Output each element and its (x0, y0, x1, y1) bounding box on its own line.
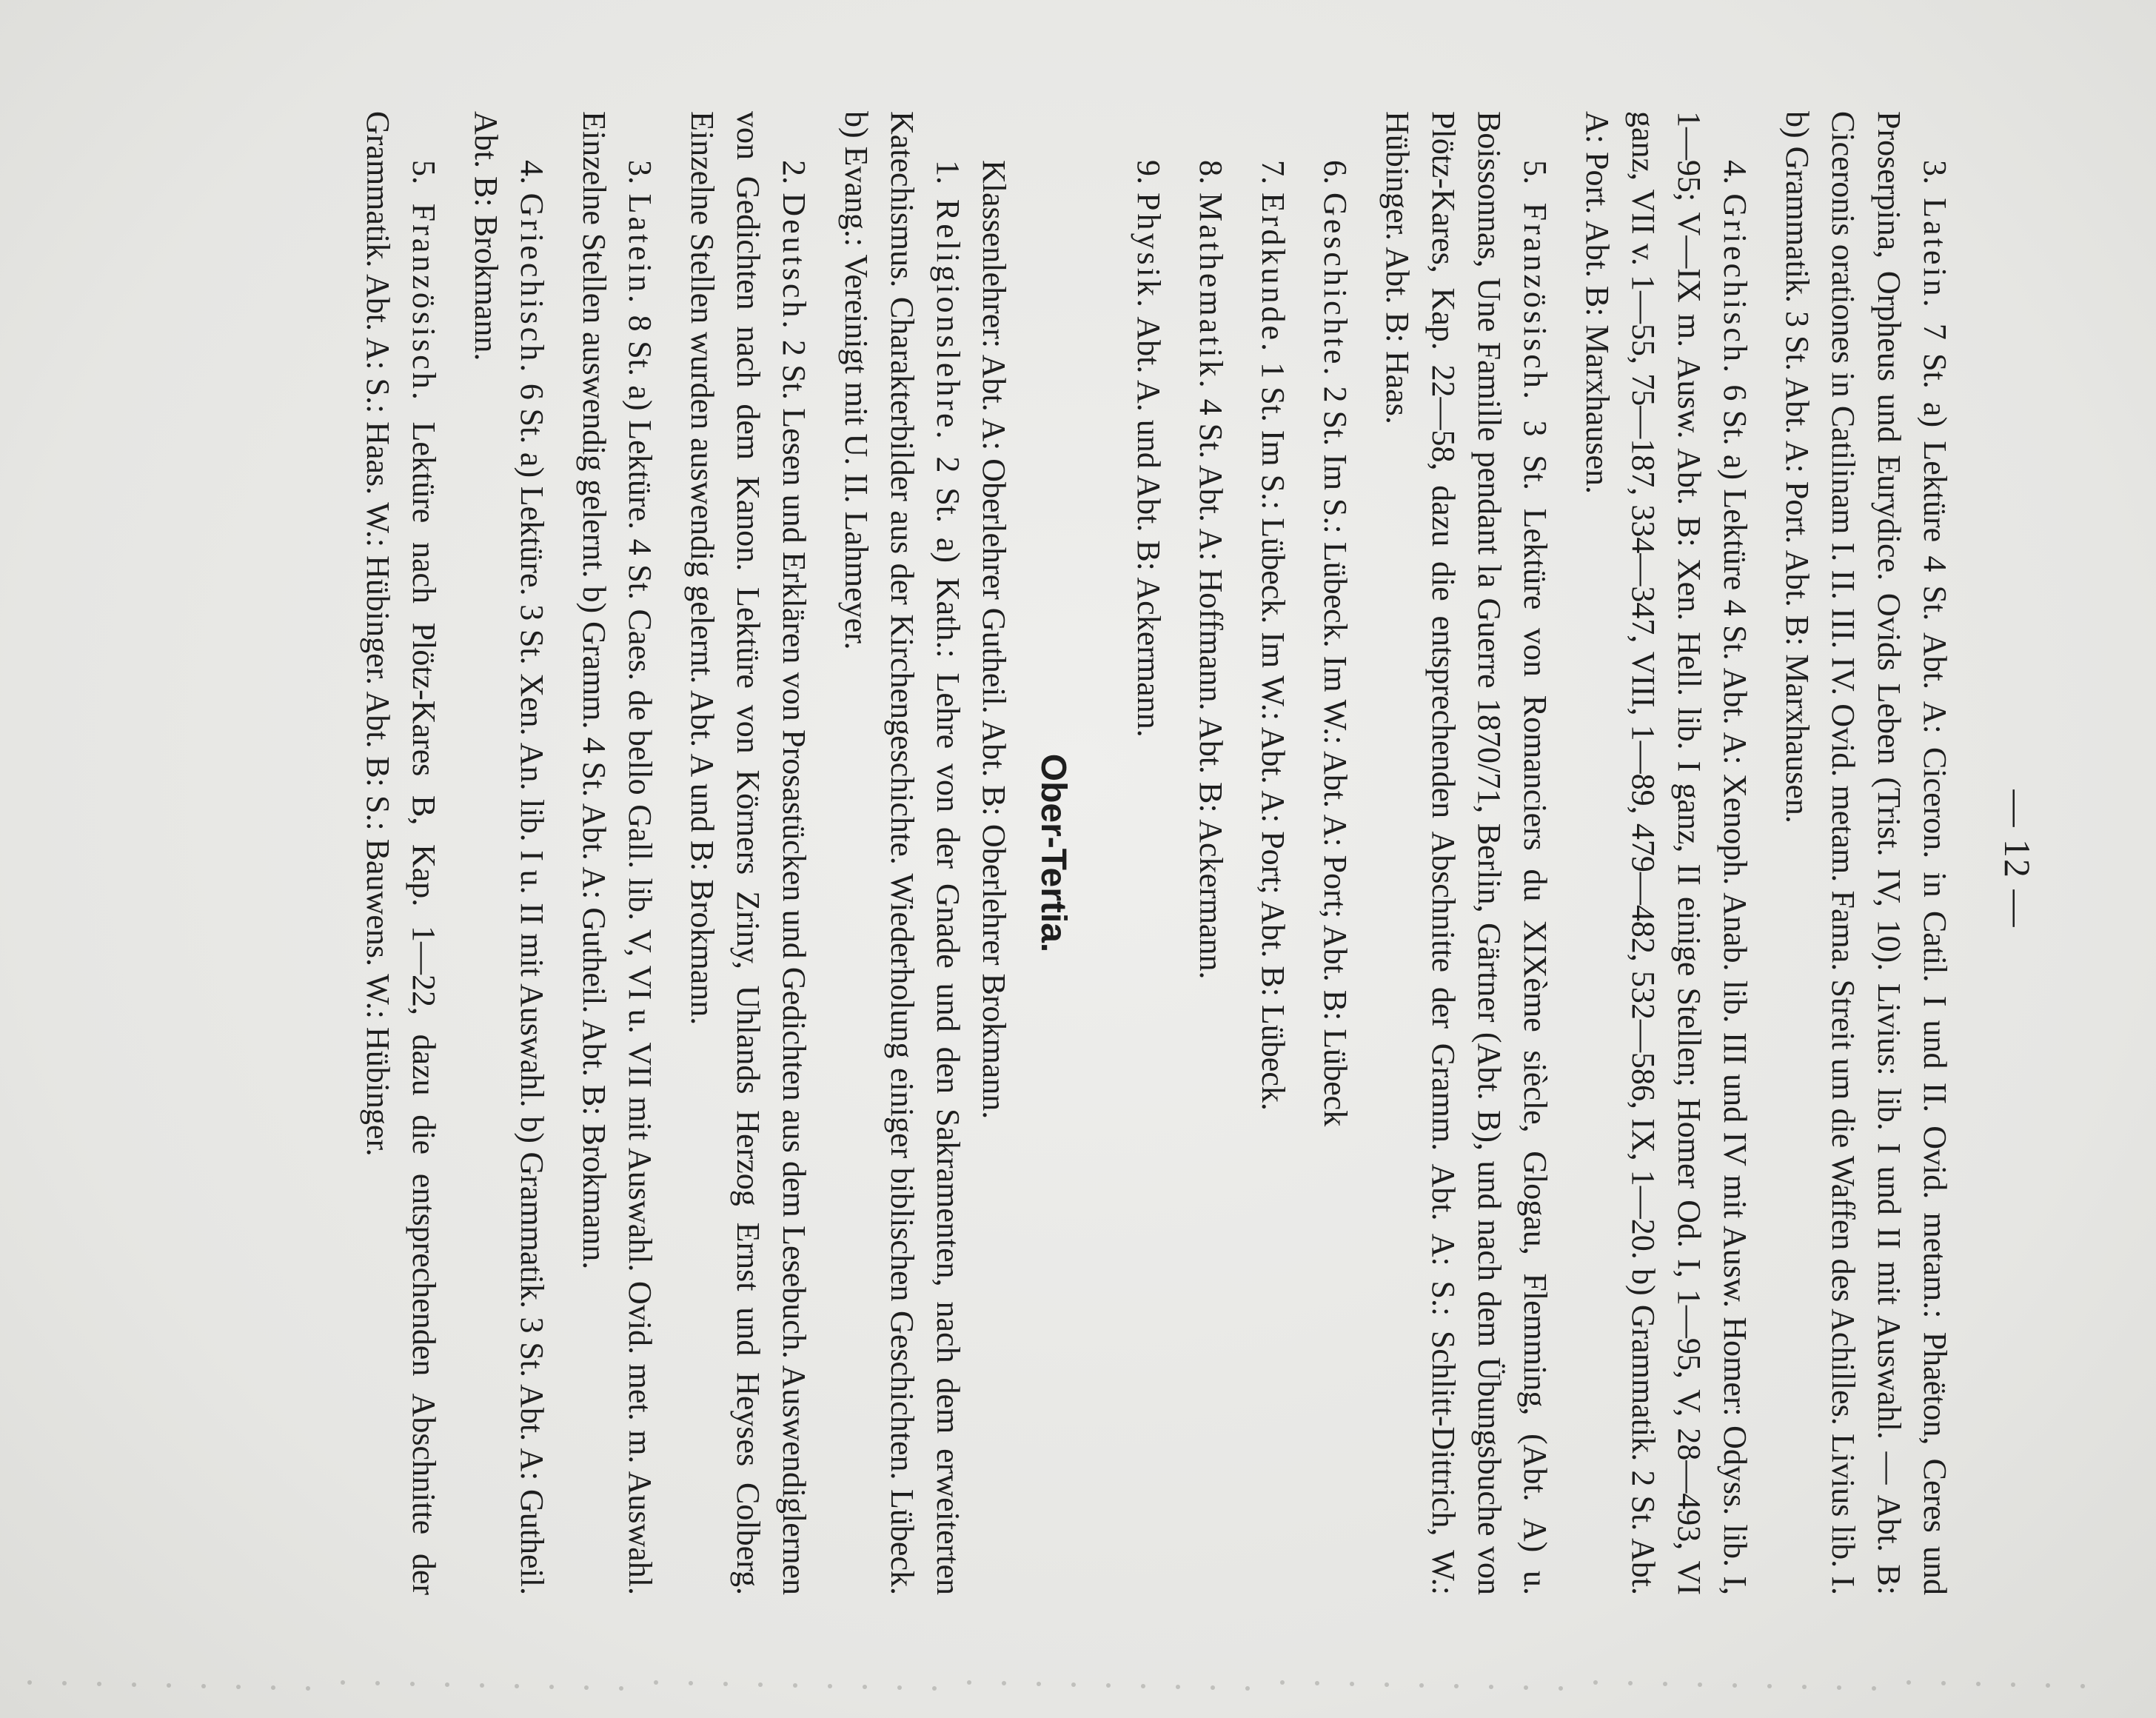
subject-name: Latein. (1917, 198, 1953, 310)
subject-paragraph (1250, 111, 1296, 1595)
upper-subject-list (1125, 111, 1958, 1595)
subject-text: Lektüre nach Plötz-Kares B, Kap. 1—22, dazu die entsprechenden Abschnitte der Grammatik. Abt. A: S.: Haas. W.: Hübinger. Abt. B: S.: Bauwens. W.: Hübinger. (360, 111, 442, 1596)
page-number: — 12 — (1997, 789, 2038, 929)
subject-text: 2 St. Lesen und Erklären von Prosastücken und Gedichten aus dem Lesebuch. Auswendiglernen von Gedichten nach dem Kanon. Lektüre von Körners Zriny, Uhlands Herzog Ernst und Heyses Colberg. Einzelne Stellen wurden auswendig gelernt. Abt. A und B: Brokmann. (684, 111, 812, 1595)
subject-name: Deutsch. (776, 193, 812, 332)
item-number: 5. (406, 160, 442, 204)
subject-name: Französisch. (1517, 202, 1553, 402)
item-number: 3. (1917, 160, 1953, 198)
subject-name: Religionslehre. (930, 198, 966, 442)
item-number: 4. (1717, 160, 1753, 194)
item-number: 8. (1193, 160, 1229, 193)
subject-text: 7 St. a) Lektüre 4 St. Abt. A: Ciceron. in Catil. I und II. Ovid. metam.: Phaëton, Ceres und Proserpina, Orpheus und Eurydice. Ovids Leben (Trist. IV, 10). Livius: lib. I und II mit Auswahl. — Abt. B: Ciceronis orationes in Catilinam I. II. III. IV. Ovid. metam. Fama. Streit um die Waffen des Achilles. Livius lib. I. b) Grammatik. 3 St. Abt. A: Port. Abt. B: Marxhausen. (1779, 111, 1953, 1596)
subject-text: 4 St. Abt. A: Hoffmann. Abt. B: Ackermann. (1193, 390, 1229, 980)
subject-text: Abt. A. und Abt. B: Ackermann. (1131, 310, 1167, 738)
subject-text: 2 St. Im S.: Lübeck. Im W.: Abt. A: Port; Abt. B: Lübeck (1317, 378, 1353, 1127)
subject-text: 2 St. a) Kath.: Lehre von der Gnade und den Sakramenten, nach dem erweiterten Katechismus. Charakterbilder aus der Kirchengeschichte. Wiederholung einiger biblischen Geschichten. Lübeck. b) Evang.: Vereinigt mit U. II. Lahmeyer. (838, 111, 966, 1596)
class-leader-line: Klassenlehrer: Abt. A: Oberlehrer Gutheil. Abt. B: Oberlehrer Brokmann. (976, 160, 1012, 1120)
item-number: 2. (776, 160, 812, 193)
subject-text: 1 St. Im S.: Lübeck. Im W.: Abt. A: Port; Abt. B: Lübeck. (1255, 354, 1291, 1111)
item-number: 5. (1517, 160, 1553, 203)
subject-paragraph (1774, 111, 1958, 1595)
subject-name: Erdkunde. (1255, 193, 1291, 355)
subject-paragraph (679, 111, 817, 1595)
subject-paragraph (463, 111, 555, 1595)
item-number: 7. (1255, 160, 1291, 193)
item-number: 6. (1317, 160, 1353, 193)
subject-paragraph (1125, 111, 1171, 1595)
item-number: 3. (622, 160, 658, 194)
subject-name: Latein. (622, 193, 658, 306)
item-number: 9. (1131, 160, 1167, 193)
subject-paragraph (1374, 111, 1558, 1595)
subject-paragraph (1312, 111, 1358, 1595)
subject-paragraph (355, 111, 446, 1595)
item-number: 1. (930, 160, 966, 199)
lower-subject-list (355, 111, 971, 1595)
text-column (355, 111, 1958, 1595)
section-title: Ober-Tertia. (1034, 753, 1073, 953)
subject-name: Französisch. (406, 203, 442, 403)
subject-name: Griechisch. (514, 193, 550, 375)
subject-name: Griechisch. (1717, 193, 1753, 375)
subject-name: Mathematik. (1193, 193, 1229, 391)
subject-text: 6 St. a) Lektüre 4 St. Abt. A: Xenoph. Anab. lib. III und IV mit Ausw. Homer: Odyss. lib. I, 1—95; V—IX m. Ausw. Abt. B: Xen. Hell. lib. I ganz, II einige Stellen; Homer Od. I, 1—95, V, 28—493, VI ganz, VII v. 1—55, 75—187, 334—347, VIII, 1—89, 479—482, 532—586, IX, 1—20. b) Grammatik. 2 St. Abt. A: Port. Abt. B: Marxhausen. (1579, 111, 1753, 1596)
subject-paragraph (571, 111, 663, 1595)
subject-text: 8 St. a) Lektüre. 4 St. Caes. de bello Gall. lib. V, VI u. VII mit Auswahl. Ovid. met. m. Auswahl. Einzelne Stellen auswendig gelernt. b) Gramm. 4 St. Abt. A: Gutheil. Abt. B: Brokmann. (576, 111, 658, 1596)
item-number: 4. (514, 160, 550, 193)
subject-paragraph (833, 111, 971, 1595)
subject-text: 6 St. a) Lektüre. 3 St. Xen. An. lib. I u. II mit Auswahl. b) Grammatik. 3 St. Abt. A: Gutheil. Abt. B: Brokmann. (468, 111, 550, 1595)
subject-text: 3 St. Lektüre von Romanciers du XIXème siècle, Glogau, Flemming, (Abt. A) u. Boissonnas, Une Famille pendant la Guerre 1870/71, Berlin, Gärtner (Abt. B), und nach dem Übungsbuche von Plötz-Kares, Kap. 22—58, dazu die entsprechenden Abschnitte der Gramm. Abt. A: S.: Schlitt-Dittrich, W.: Hübinger. Abt. B: Haas. (1379, 111, 1553, 1595)
subject-name: Geschichte. (1317, 193, 1353, 378)
subject-name: Physik. (1131, 193, 1167, 310)
subject-paragraph (1574, 111, 1758, 1595)
subject-paragraph (1188, 111, 1233, 1595)
